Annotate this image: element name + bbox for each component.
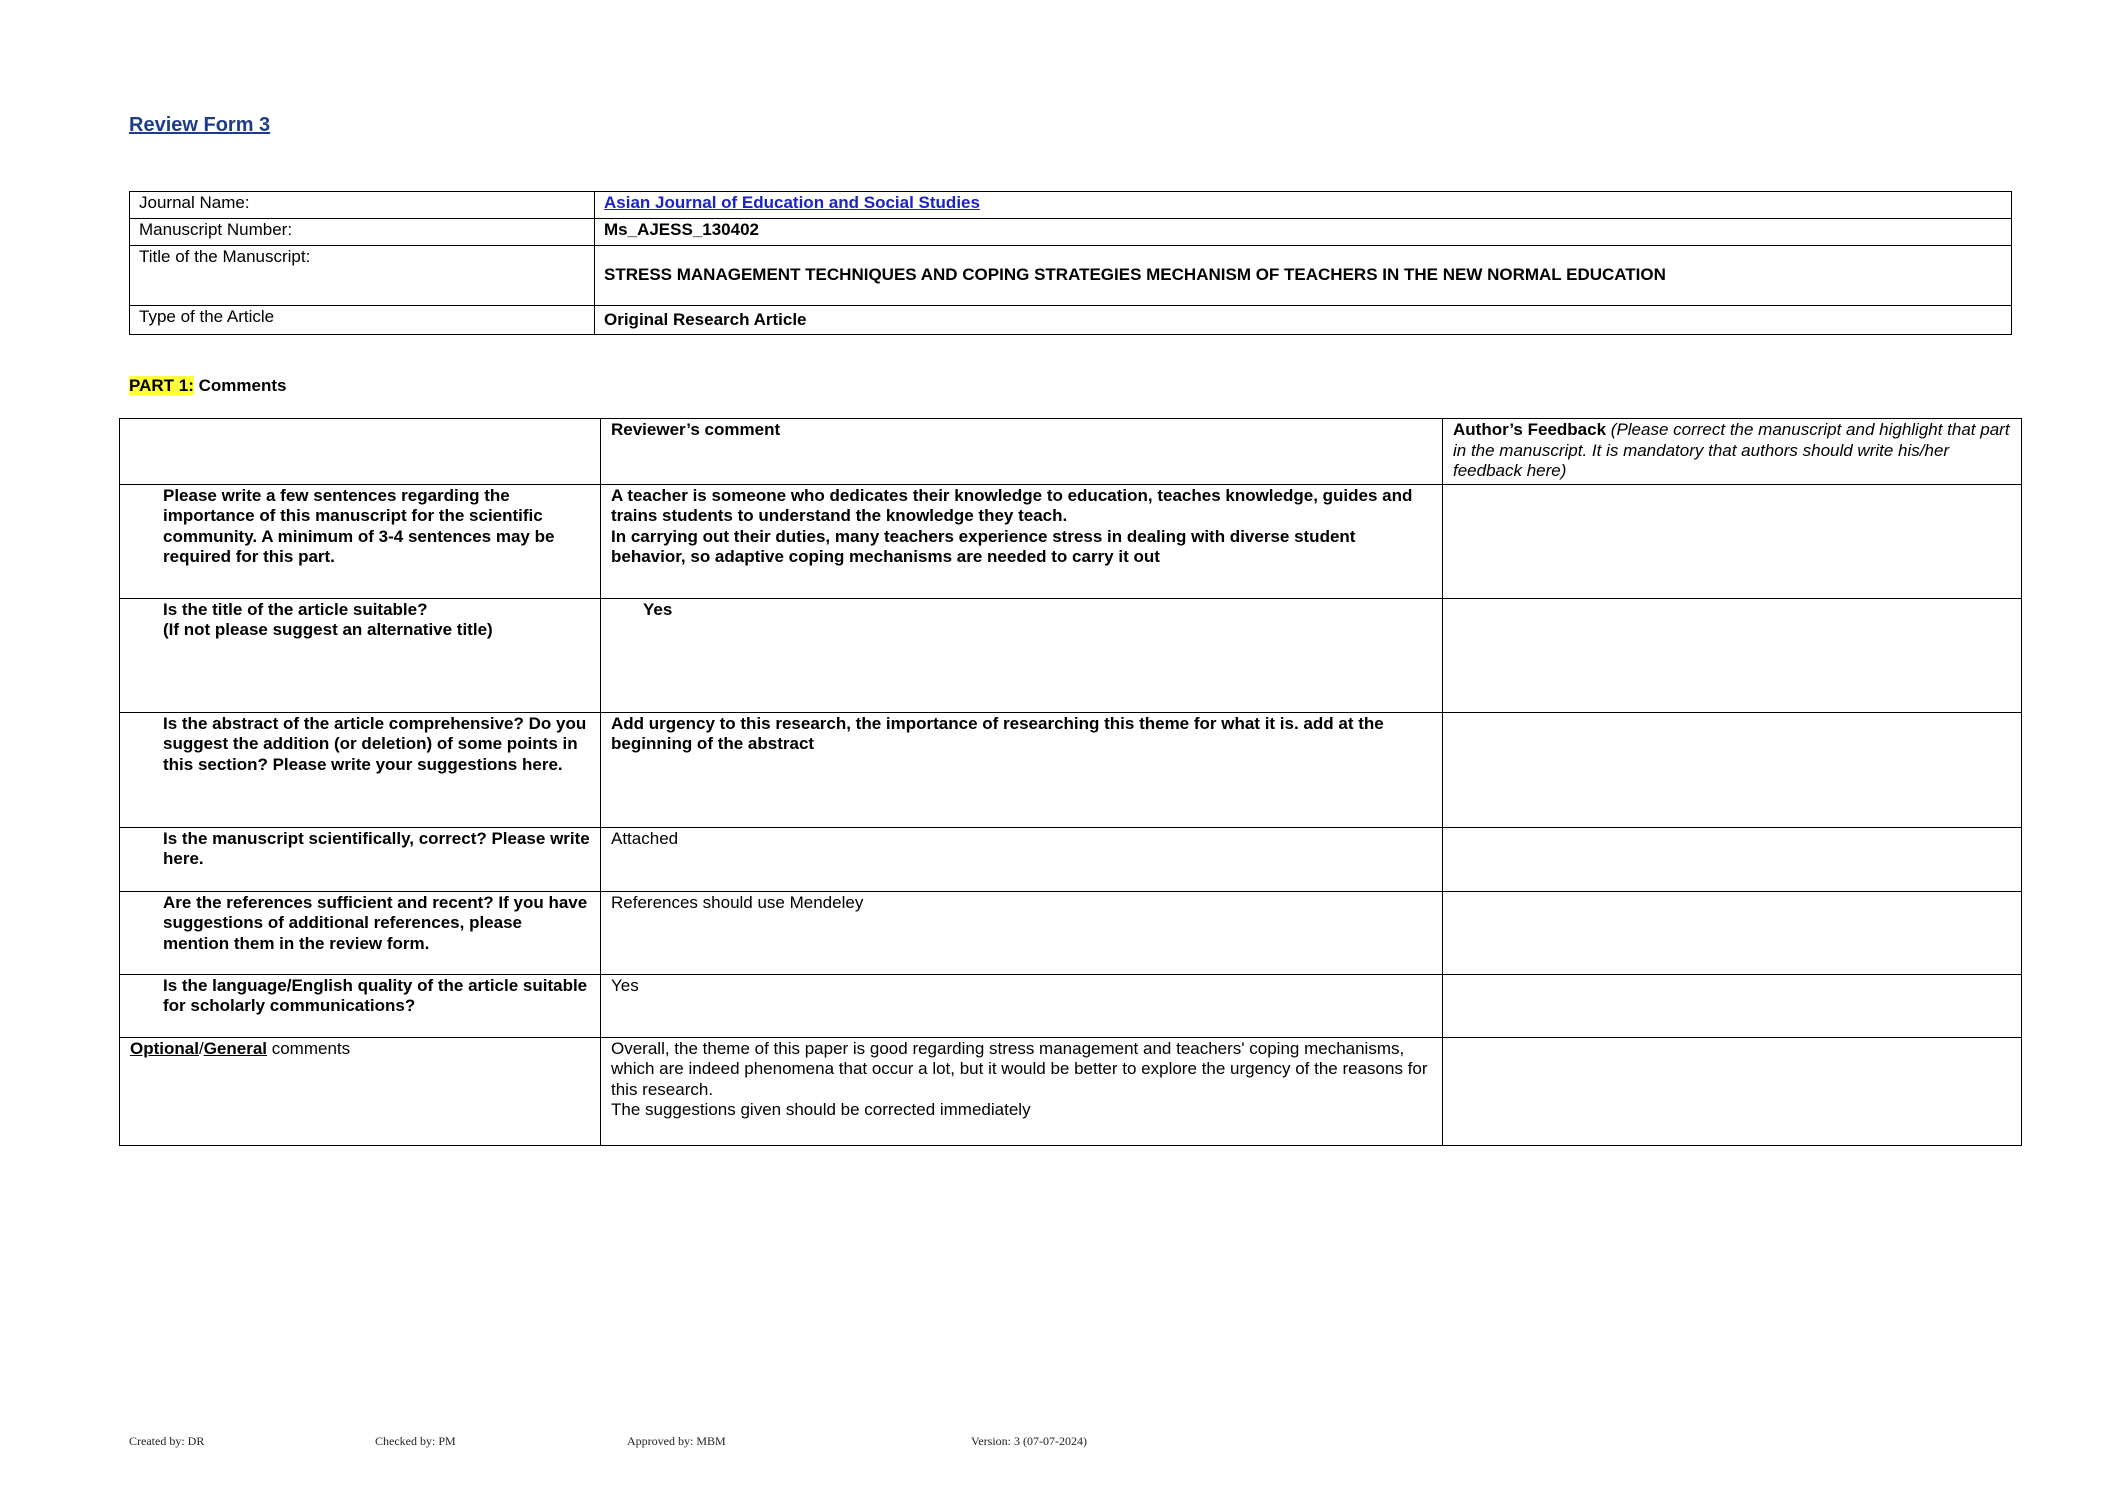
info-row-manuscript-number bbox=[130, 219, 2012, 246]
table-row bbox=[120, 827, 2022, 891]
journal-cell bbox=[595, 192, 2012, 219]
manuscript-number-value: Ms_AJESS_130402 bbox=[595, 219, 2012, 246]
comments-label: comments bbox=[267, 1038, 351, 1058]
author-feedback-cell[interactable] bbox=[1443, 1037, 2022, 1145]
author-feedback-cell[interactable] bbox=[1443, 598, 2022, 712]
reviewer-comment: Attached bbox=[601, 827, 1443, 891]
author-feedback-cell[interactable] bbox=[1443, 974, 2022, 1037]
reviewer-comment bbox=[601, 598, 1443, 712]
author-feedback-header bbox=[1443, 419, 2022, 485]
author-feedback-note: (Please correct the manuscript and highlight that part in the manuscript. It is mandatory that authors should write his/her feedback here) bbox=[1453, 420, 2010, 480]
manuscript-number-label: Manuscript Number: bbox=[130, 219, 595, 246]
author-feedback-title: Author’s Feedback bbox=[1453, 420, 1607, 439]
reviewer-comment: Yes bbox=[601, 974, 1443, 1037]
info-row-title bbox=[130, 246, 2012, 306]
author-feedback-cell[interactable] bbox=[1443, 484, 2022, 598]
question-title-suitable bbox=[120, 598, 601, 712]
question-line: (If not please suggest an alternative title) bbox=[163, 620, 493, 639]
optional-label: Optional bbox=[130, 1038, 199, 1058]
table-row bbox=[120, 598, 2022, 712]
author-feedback-cell[interactable] bbox=[1443, 891, 2022, 974]
manuscript-title-value: STRESS MANAGEMENT TECHNIQUES AND COPING STRATEGIES MECHANISM OF TEACHERS IN THE NEW NORMAL EDUCATION bbox=[595, 246, 2012, 306]
part-heading bbox=[129, 376, 286, 396]
comment-line: A teacher is someone who dedicates their knowledge to education, teaches knowledge, guides and trains students to understand the knowledge they teach. bbox=[611, 485, 1413, 525]
table-row bbox=[120, 712, 2022, 827]
table-row bbox=[120, 484, 2022, 598]
question-references: Are the references sufficient and recent? If you have suggestions of additional references, please mention them in the review form. bbox=[120, 891, 601, 974]
question-scientific: Is the manuscript scientifically, correct? Please write here. bbox=[120, 827, 601, 891]
footer-checked: Checked by: PM bbox=[375, 1434, 456, 1448]
author-feedback-cell[interactable] bbox=[1443, 827, 2022, 891]
article-type-label: Type of the Article bbox=[130, 306, 595, 335]
comments-header-row bbox=[120, 419, 2022, 485]
label-separator: / bbox=[198, 1038, 204, 1058]
manuscript-info-table bbox=[129, 191, 2012, 335]
part-title: Comments bbox=[198, 376, 287, 395]
comment-line: Overall, the theme of this paper is good regarding stress management and teachers' coping mechanisms, which are indeed phenomena that occur a lot, but it would be better to explore the urgency of the reasons for this research. bbox=[611, 1038, 1428, 1099]
question-importance: Please write a few sentences regarding the importance of this manuscript for the scientific community. A minimum of 3-4 sentences may be required for this part. bbox=[120, 484, 601, 598]
footer-created: Created by: DR bbox=[129, 1434, 205, 1448]
article-type-value: Original Research Article bbox=[595, 306, 2012, 335]
reviewer-comment bbox=[601, 1037, 1443, 1145]
footer-approved: Approved by: MBM bbox=[627, 1434, 726, 1448]
header-empty-cell bbox=[120, 419, 601, 485]
general-label: General bbox=[203, 1038, 267, 1058]
reviewer-comment: Add urgency to this research, the importance of researching this theme for what it is. add at the beginning of the abstract bbox=[601, 712, 1443, 827]
info-row-type bbox=[130, 306, 2012, 335]
manuscript-title-label: Title of the Manuscript: bbox=[130, 246, 595, 306]
question-language: Is the language/English quality of the article suitable for scholarly communications? bbox=[120, 974, 601, 1037]
reviewer-comment bbox=[601, 484, 1443, 598]
comment-line: In carrying out their duties, many teachers experience stress in dealing with diverse student behavior, so adaptive coping mechanisms are needed to carry it out bbox=[611, 526, 1356, 566]
question-line: Is the title of the article suitable? bbox=[163, 599, 428, 619]
question-abstract: Is the abstract of the article comprehensive? Do you suggest the addition (or deletion) of some points in this section? Please write your suggestions here. bbox=[120, 712, 601, 827]
table-row bbox=[120, 891, 2022, 974]
table-row bbox=[120, 1037, 2022, 1145]
reviewer-comment: References should use Mendeley bbox=[601, 891, 1443, 974]
reviewer-comment-header: Reviewer’s comment bbox=[601, 419, 1443, 485]
author-feedback-cell[interactable] bbox=[1443, 712, 2022, 827]
info-row-journal bbox=[130, 192, 2012, 219]
comment-text: Yes bbox=[643, 599, 673, 619]
comments-table bbox=[119, 418, 2022, 1146]
part-label: PART 1: bbox=[129, 376, 194, 395]
form-title: Review Form 3 bbox=[129, 114, 271, 136]
journal-label: Journal Name: bbox=[130, 192, 595, 219]
general-comments-label bbox=[120, 1037, 601, 1145]
table-row bbox=[120, 974, 2022, 1037]
footer-version: Version: 3 (07-07-2024) bbox=[971, 1434, 1087, 1448]
journal-link[interactable]: Asian Journal of Education and Social Studies bbox=[604, 193, 980, 212]
comment-line: The suggestions given should be corrected immediately bbox=[611, 1100, 1031, 1119]
